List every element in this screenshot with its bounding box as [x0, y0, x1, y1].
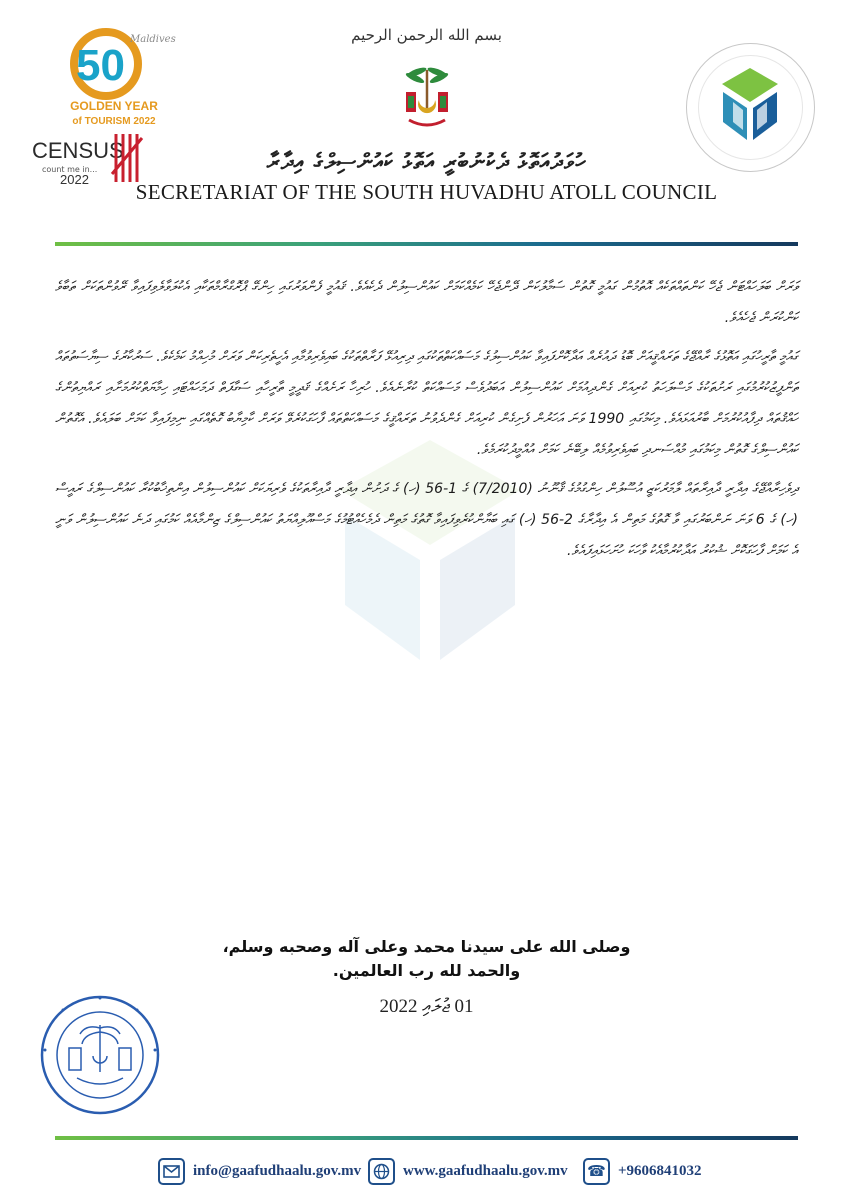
- body-paragraph-1: ވަރަށް ބަލަހައްޓަން ޖެހޭ ކަންތައްތަކެއް އޮތުމުން ގައުމީ ގޮތުން ސަމާލުކަން ދޭންޖެހޭ ކަމެއްކަމަށް ކައުންސިލުން ދެކެއެވެ. ޤައުމީ ފެންވަރުގައި ހިންގޭ ޕްރޮގްރާމްތަކާއި އެކުލަވާލެވިފައިވާ ރޭވުންތަކަށް ތަބާވެ ކަންކުރަން ޖެހެއެވެ.: [55, 279, 798, 326]
- footer-divider: [55, 1136, 798, 1140]
- council-seal-stamp: [33, 990, 168, 1120]
- letter-date: 01 ޖުލައި 2022: [379, 996, 474, 1017]
- phone-text[interactable]: +9606841032: [618, 1162, 702, 1179]
- contact-footer: [0, 1156, 853, 1186]
- census-label: CENSUS: [32, 138, 124, 163]
- logo-50-sub2: of TOURISM 2022: [72, 116, 156, 127]
- logo-50-sub: GOLDEN YEAR: [70, 99, 158, 113]
- council-title-dhivehi: ހުވަދުއަތޮޅު ދެކުނުބުރީ އަތޮޅު ކައުންސިލްގެ އިދާރާ: [266, 150, 587, 175]
- footer-email[interactable]: [158, 1156, 361, 1186]
- website-text[interactable]: www.gaafudhaalu.gov.mv: [403, 1162, 568, 1179]
- phone-icon: ☎: [583, 1158, 610, 1185]
- body-paragraph-3: ދިވެހިރާއްޖޭގެ އިދާރީ ދާއިރާތައް ލާމަރުކަޒީ އުސޫލުން ހިންގުމުގެ ޤާނޫނު (7/2010) ގެ 1-56 (ހ) ގެ ދަށުން އިދާރީ ދާއިރާތަކުގެ ވެރިޔަކަށް ކައުންސިލުން އިންތިޚާބުކުރާ ކައުންސިލްގެ ރައީސް (ހ) ގެ 6 ވަނަ ނަންބަރުގައި ވާ ގޮތުގެ މަތިން އެ އިދާރާގެ 2-56 (ހ) ގައި ބަޔާންކުރެވިފައިވާ ގޮތުގެ މަތިން ދެމެހެއްޓުމުގެ މަސްއޫލިއްޔަތު ކައުންސިލްގެ ޒިންމާއެއް ކަމުގައި ދަނެ ކައުންސިލުން ވަނީ އެ ކަމަށް ފާހަގަކޮށް ޝުކުރު އަދާކުރުމާއެކު ވާހަކަ ހުށަހަޅައިފައެވެ.: [55, 481, 798, 559]
- south-huvadhu-council-logo: [683, 40, 818, 175]
- header-divider: [55, 242, 798, 246]
- footer-website[interactable]: [368, 1156, 568, 1186]
- footer-phone[interactable]: [583, 1156, 702, 1186]
- letter-body: [55, 272, 798, 575]
- bismillah: بسم الله الرحمن الرحيم: [351, 26, 502, 44]
- email-text[interactable]: info@gaafudhaalu.gov.mv: [193, 1162, 362, 1179]
- closing-line-1: وصلى الله على سيدنا محمد وعلى آله وصحبه وسلم،: [222, 937, 631, 956]
- closing-prayer: [0, 935, 853, 983]
- email-icon: [158, 1158, 185, 1185]
- globe-icon: [368, 1158, 395, 1185]
- census-year: 2022: [60, 172, 89, 185]
- body-paragraph-2: ގައުމީ ތާރީހުގައި އަތޮޅުގެ ރާއްޖޭގެ ތަރައްޤީއަށް ބޮޑު ދައުރެއް އަދާކޮށްފައިވާ ކައުންސިލުގެ މަސައްކަތްތަކުގައި ދިރިއުޅޭ ފަރާތްތަކުގެ ބައިވެރިވުމާއި އެހީތެރިކަން ވަރަށް މުހިއްމު ކަމެކެވެ. ސަރުކާރުގެ ސިޔާސަތުތައް ތަންފީޒުކުރުމުގައި ރަށުތަކުގެ މަސްލަހަތު ކުރިއަށް ގެންދިއުމަށް ކައުންސިލުން އަބަދުވެސް މަސައްކަތް ކުރާނެއެވެ. ހުރިހާ ރަށެއްގެ ޤަދީމީ ތާރީހާއި ސަގާފަތް ދަމަހައްޓައި ހިމާޔަތްކުރުމަށާއި ރައްޔިތުންގެ ހައްޤުތައް ދިފާއުކުރުމަށް ބާރުއަޅައެވެ. މިކަމުގައި 1990 ވަނަ އަހަރުން ފެށިގެން ކުރިއަށް ގެންދެވުނު ތަރައްޤީގެ މަސައްކަތްތައް ފާހަގަކުރެވޭ ވަރަށް ކާމިޔާބު ގޮތެއްގައި ނިމިފައިވާ ކަމަށް ބަލައެވެ. އެގޮތުން ކައުންސިލްގެ ގޮތުން މިކަމުގައި މުއްސަނދި ބައިވެރިވުމެއް ލިބޭނެ ކަމަށް އުއްމީދުކުރަމެވެ.: [55, 349, 798, 458]
- logo-50-number: 50: [76, 41, 125, 90]
- census-sub: count me in...: [42, 165, 98, 174]
- closing-line-2: والحمد لله رب العالمين.: [332, 961, 521, 980]
- logo-50-script: Maldives: [130, 34, 176, 45]
- council-title-english: SECRETARIAT OF THE SOUTH HUVADHU ATOLL COUNCIL: [135, 180, 718, 204]
- maldives-emblem-icon: [403, 62, 451, 142]
